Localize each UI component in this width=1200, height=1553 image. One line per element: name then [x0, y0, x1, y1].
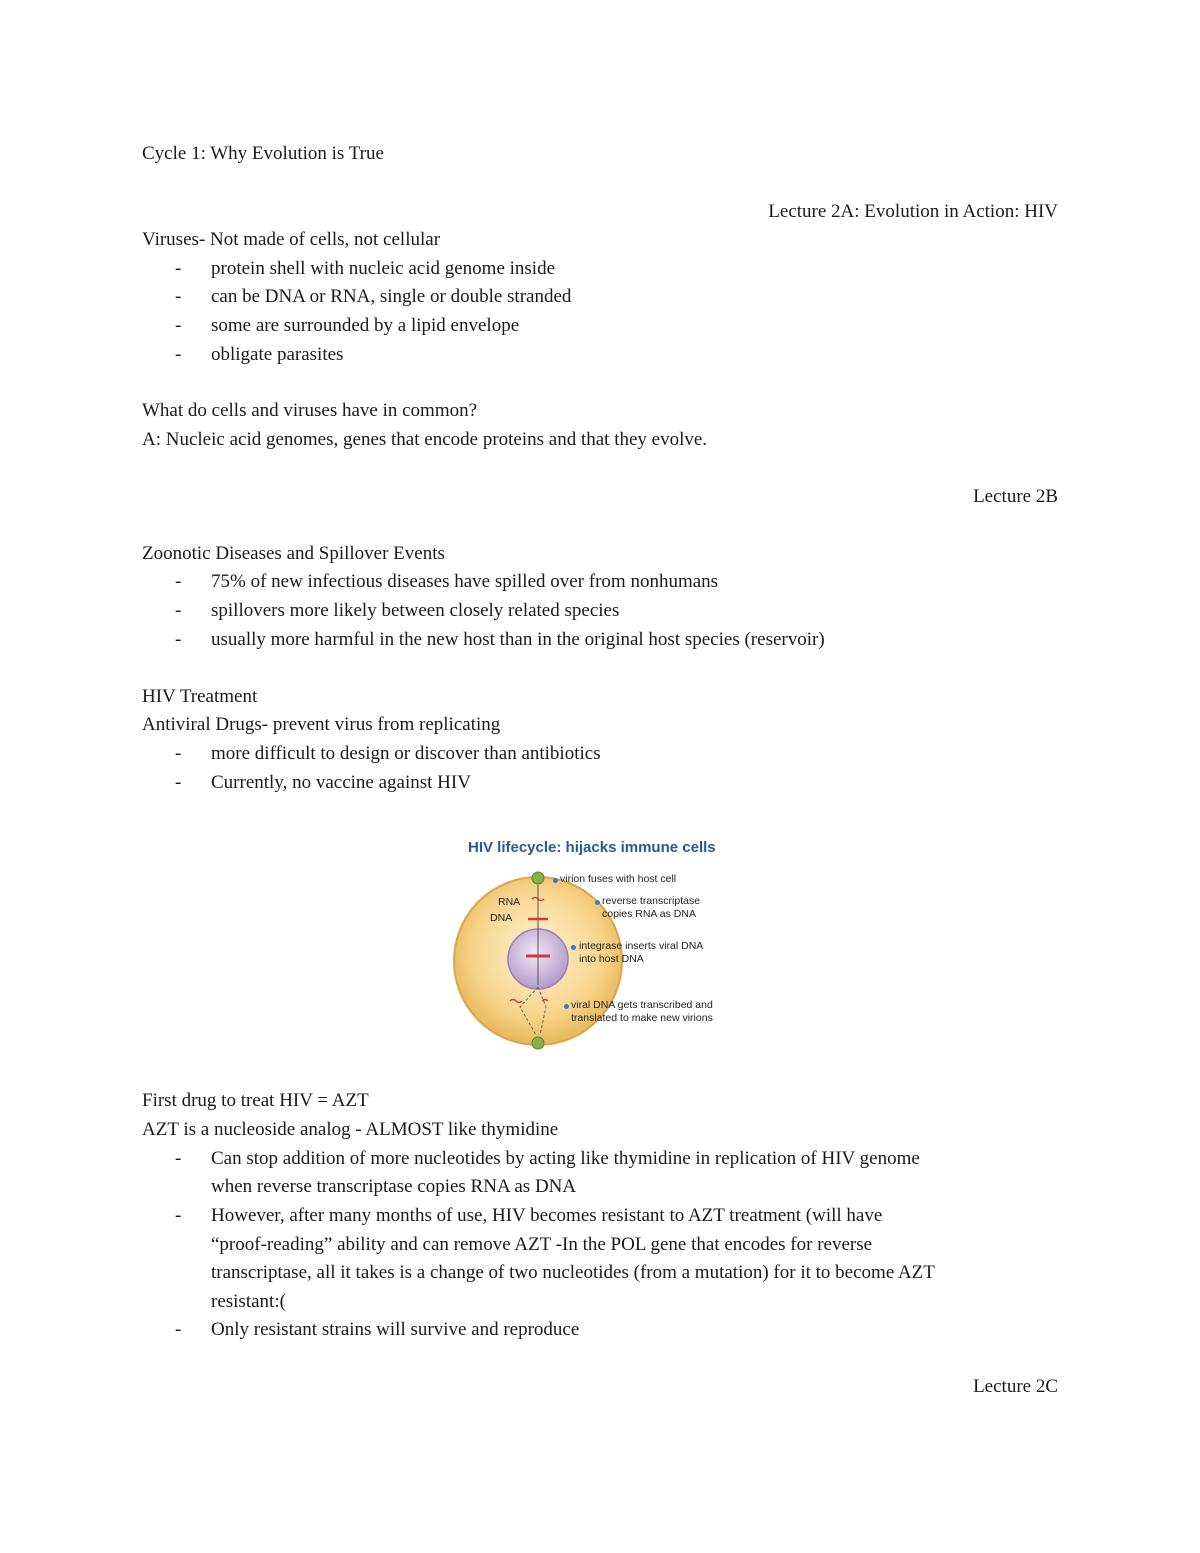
- figure-title: HIV lifecycle: hijacks immune cells: [468, 839, 716, 856]
- azt-bullet: However, after many months of use, HIV becomes resistant to AZT treatment (will have: [211, 1205, 883, 1226]
- azt-bullet: Can stop addition of more nucleotides by acting like thymidine in replication of HIV genome: [211, 1148, 920, 1169]
- bullet-marker: -: [175, 286, 182, 307]
- lecture-2c-heading: Lecture 2C: [973, 1376, 1058, 1397]
- bullet-marker: -: [175, 772, 182, 793]
- cycle-title: Cycle 1: Why Evolution is True: [142, 143, 384, 164]
- azt-bullet-continued: when reverse transcriptase copies RNA as DNA: [211, 1176, 577, 1197]
- viruses-bullet: obligate parasites: [211, 344, 344, 365]
- bullet-marker: -: [175, 1148, 182, 1169]
- azt-intro: First drug to treat HIV = AZT: [142, 1090, 369, 1111]
- zoonotic-bullet: spillovers more likely between closely related species: [211, 600, 620, 621]
- dna-label: DNA: [490, 912, 513, 924]
- hiv-treatment-bullet: more difficult to design or discover than antibiotics: [211, 743, 601, 764]
- bullet-marker: -: [175, 258, 182, 279]
- bullet-marker: -: [175, 629, 182, 650]
- bullet-marker: -: [175, 315, 182, 336]
- virion-bottom: [532, 1037, 544, 1049]
- qa-question: What do cells and viruses have in common?: [142, 400, 478, 421]
- zoonotic-heading: Zoonotic Diseases and Spillover Events: [142, 543, 445, 564]
- bullet-marker: -: [175, 571, 182, 592]
- antiviral-drugs-line: Antiviral Drugs- prevent virus from replicating: [142, 714, 501, 735]
- lecture-2b-heading: Lecture 2B: [973, 486, 1058, 507]
- azt-bullet: Only resistant strains will survive and reproduce: [211, 1319, 580, 1340]
- note-dot: [595, 900, 600, 905]
- azt-analog-line: AZT is a nucleoside analog - ALMOST like thymidine: [142, 1119, 559, 1140]
- viruses-bullet: protein shell with nucleic acid genome inside: [211, 258, 556, 279]
- lecture-2a-heading: Lecture 2A: Evolution in Action: HIV: [768, 201, 1058, 222]
- viruses-bullet: some are surrounded by a lipid envelope: [211, 315, 520, 336]
- note-dot: [571, 945, 576, 950]
- figure-note: viral DNA gets transcribed and translated to make new virions: [571, 999, 713, 1024]
- viruses-bullet: can be DNA or RNA, single or double stranded: [211, 286, 572, 307]
- viruses-heading: Viruses- Not made of cells, not cellular: [142, 229, 441, 250]
- zoonotic-bullet: 75% of new infectious diseases have spilled over from nonhumans: [211, 571, 719, 592]
- figure-note: integrase inserts viral DNA into host DNA: [579, 940, 704, 965]
- rna-label: RNA: [498, 896, 521, 908]
- bullet-marker: -: [175, 1205, 182, 1226]
- figure-note: virion fuses with host cell: [560, 873, 677, 885]
- bullet-marker: -: [175, 743, 182, 764]
- bullet-marker: -: [175, 344, 182, 365]
- figure-note: reverse transcriptase copies RNA as DNA: [602, 895, 701, 920]
- bullet-marker: -: [175, 1319, 182, 1340]
- azt-bullet-continued: transcriptase, all it takes is a change of two nucleotides (from a mutation) for it to become AZT: [211, 1262, 935, 1283]
- hiv-treatment-heading: HIV Treatment: [142, 686, 258, 707]
- azt-bullet-continued: “proof-reading” ability and can remove AZT -In the POL gene that encodes for reverse: [211, 1234, 873, 1255]
- zoonotic-bullet: usually more harmful in the new host than in the original host species (reservoir): [211, 629, 825, 650]
- virion-top: [532, 872, 544, 884]
- note-dot: [553, 878, 558, 883]
- hiv-treatment-bullet: Currently, no vaccine against HIV: [211, 772, 471, 793]
- azt-bullet-continued: resistant:(: [211, 1291, 286, 1312]
- note-dot: [564, 1004, 569, 1009]
- hiv-lifecycle-figure: [448, 835, 748, 1055]
- qa-answer: A: Nucleic acid genomes, genes that encode proteins and that they evolve.: [142, 429, 708, 450]
- bullet-marker: -: [175, 600, 182, 621]
